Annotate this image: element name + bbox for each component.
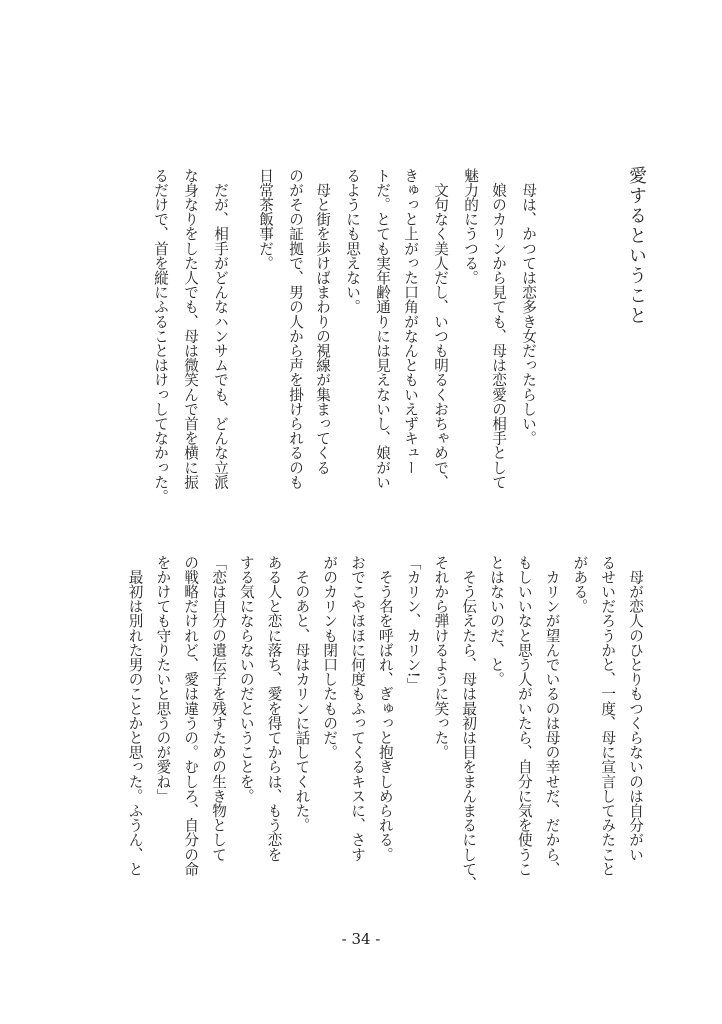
text-column: ある人と恋に落ち、愛を得てからは、もう恋を [265,555,283,862]
text-column: 母が恋人のひとりもつくらないのは自分がい [627,555,644,862]
text-column: 魅力的にうつる。 [462,168,479,285]
text-column: カリンが望んでいるのは母の幸せだ、だから、 [543,555,561,877]
text-column: のがその証拠で、男の人から声を掛けられるのも [287,168,304,490]
text-column: るせいだろうかと、一度、母に宣言してみたこと [599,555,617,877]
text-column: 「恋は自分の遺伝子を残すための生き物として [210,555,227,862]
text-column: な身なりをした人でも、母は微笑んで首を横に振 [182,168,199,490]
text-column: 文句なく美人だし、いつも明るくおちゃめで、 [432,168,449,490]
text-column: るだけで、首を縦にふることはけっしてなかった。 [152,168,169,504]
text-column: 「カリン、カリン!」 [404,555,422,693]
text-column: もしいいなと思う人がいたら、自分に気を使うこ [515,555,533,877]
text-column: それから弾けるように笑った。 [432,555,450,760]
text-column: おでこやほほに何度もふってくるキスに、さす [349,555,366,862]
text-column: 母と街を歩けばまわりの視線が集まってくる [314,168,331,475]
text-column: トだ。とても実年齢通りには見えないし、娘がい [374,168,391,490]
text-column: そう名を呼ばれ、ぎゅっと抱きしめられる。 [376,555,394,862]
text-column: がのカリンも閉口したものだ。 [321,555,339,760]
text-column: がある。 [571,555,589,614]
text-column: する気にならないのだということを。 [237,555,255,804]
text-column: 日常茶飯事だ。 [257,168,274,271]
text-column: きゅっと上がった口角がなんともいえずキュー [402,168,419,475]
text-column: 最初は別れた男のことかと思った。ふうん、と [126,555,144,877]
text-column: 母は、かつては恋多き女だったらしい。 [520,168,537,446]
text-column: るようにも思えない。 [344,168,361,314]
page-number: - 34 - [341,930,381,948]
text-column: 娘のカリンから見ても、母は恋愛の相手として [490,168,507,490]
text-column: の戦略だけれど、愛は違うの。むしろ、自分の命 [182,555,200,877]
text-column: そのあと、母はカリンに話してくれた。 [293,555,311,833]
text-column: とはないのだ、と。 [488,555,505,687]
text-column: をかけても守りたいと思うのが愛ね」 [154,555,172,804]
text-column: だが、相手がどんなハンサムでも、どんな立派 [212,168,229,490]
text-column: そう伝えたら、母は最初は目をまんまるにして、 [460,555,478,891]
chapter-title: 愛するということ [626,166,647,326]
